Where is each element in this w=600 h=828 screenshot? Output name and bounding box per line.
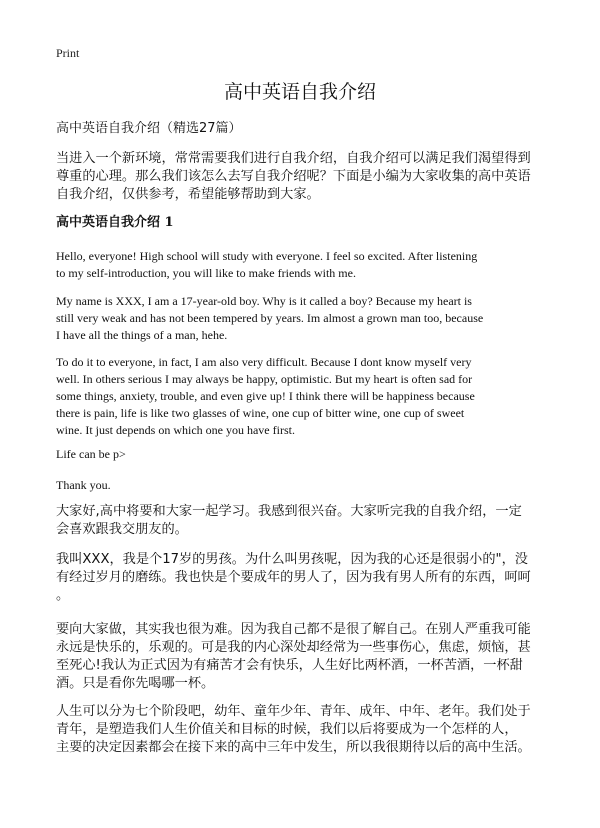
chinese-line: 酒。只是看你先喝哪一杯。 xyxy=(56,676,215,691)
english-line: Thank you. xyxy=(56,478,111,492)
subtitle: 高中英语自我介绍（精选27篇） xyxy=(56,121,242,136)
chinese-line: 要向大家做，其实我也很为难。因为我自己都不是很了解自己。在别人严重我可能 xyxy=(56,622,531,637)
chinese-line: 至死心!我认为正式因为有痛苦才会有快乐，人生好比两杯酒，一杯苦酒，一杯甜 xyxy=(56,658,523,673)
page-title: 高中英语自我介绍 xyxy=(223,81,376,103)
english-line: some things, anxiety, trouble, and even give up! I think there will be happiness because xyxy=(56,389,475,403)
intro-line: 自我介绍，仅供参考，希望能够帮助到大家。 xyxy=(56,187,320,202)
chinese-line: 。 xyxy=(56,588,70,603)
chinese-paragraph xyxy=(56,703,548,757)
english-paragraph xyxy=(56,248,548,282)
intro-line: 尊重的心理。那么我们该怎么去写自我介绍呢？下面是小编为大家收集的高中英语 xyxy=(56,169,531,184)
english-line: wine. It just depends on which one you have first. xyxy=(56,423,295,437)
chinese-line: 永远是快乐的，乐观的。可是我的内心深处却经常为一些事伤心，焦虑，烦恼，甚 xyxy=(56,640,531,655)
chinese-line: 有经过岁月的磨练。我也快是个要成年的男人了，因为我有男人所有的东西，呵呵 xyxy=(56,570,531,585)
print-link[interactable]: Print xyxy=(56,46,80,60)
english-line: still very weak and has not been tempered by years. Im almost a grown man too, because xyxy=(56,311,484,325)
section-heading: 高中英语自我介绍 1 xyxy=(56,215,174,230)
chinese-line: 我叫XXX，我是个17岁的男孩。为什么叫男孩呢，因为我的心还是很弱小的"，没 xyxy=(56,552,528,567)
chinese-line: 青年，是塑造我们人生价值关和目标的时候，我们以后将要成为一个怎样的人， xyxy=(56,722,518,737)
english-line: there is pain, life is like two glasses of wine, one cup of bitter wine, one cup of sweet xyxy=(56,406,465,420)
english-line: to my self-introduction, you will like to make friends with me. xyxy=(56,266,356,280)
english-line: I have all the things of a man, hehe. xyxy=(56,328,228,342)
chinese-paragraph xyxy=(56,621,548,693)
english-line: Hello, everyone! High school will study with everyone. I feel so excited. After listening xyxy=(56,249,478,263)
chinese-line: 主要的决定因素都会在接下来的高中三年中发生，所以我很期待以后的高中生活。 xyxy=(56,740,531,755)
english-line: To do it to everyone, in fact, I am also very difficult. Because I dont know myself very xyxy=(56,355,472,369)
english-line: Life can be p> xyxy=(56,447,126,461)
english-paragraph xyxy=(56,477,548,494)
english-line: My name is XXX, I am a 17-year-old boy. Why is it called a boy? Because my heart is xyxy=(56,294,472,308)
chinese-line: 大家好,高中将要和大家一起学习。我感到很兴奋。大家听完我的自我介绍，一定 xyxy=(56,504,522,519)
chinese-paragraph xyxy=(56,503,548,539)
chinese-line: 会喜欢跟我交朋友的。 xyxy=(56,522,188,537)
english-paragraph xyxy=(56,446,548,463)
english-paragraph xyxy=(56,354,548,439)
chinese-paragraph xyxy=(56,551,548,605)
english-paragraph xyxy=(56,293,548,344)
english-line: well. In others serious I may always be happy, optimistic. But my heart is often sad for xyxy=(56,372,473,386)
intro-paragraph xyxy=(56,150,548,204)
chinese-line: 人生可以分为七个阶段吧，幼年、童年少年、青年、成年、中年、老年。我们处于 xyxy=(56,704,531,719)
intro-line: 当进入一个新环境，常常需要我们进行自我介绍，自我介绍可以满足我们渴望得到 xyxy=(56,151,531,166)
